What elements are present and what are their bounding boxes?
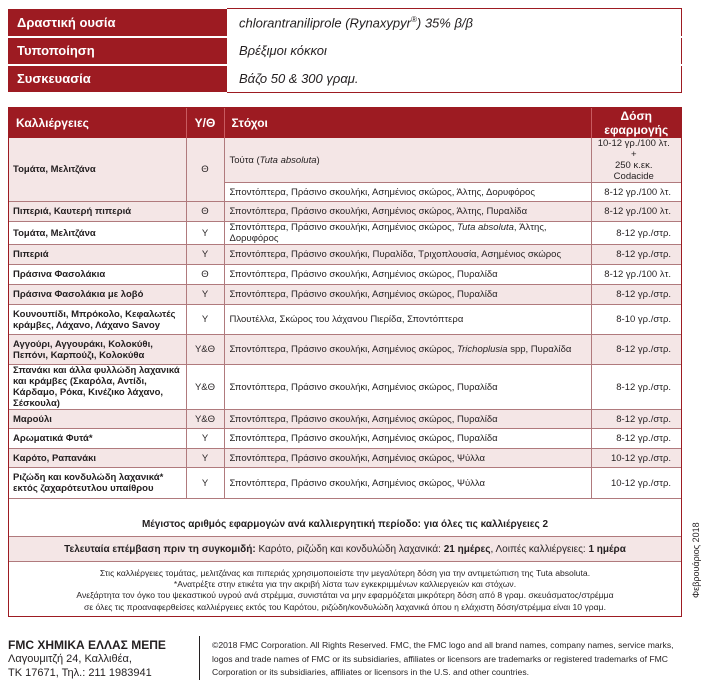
crop-cell: Τομάτα, Μελιτζάνα: [9, 222, 186, 245]
dose-cell: 8-12 γρ./στρ.: [591, 285, 681, 305]
info-label: Δραστική ουσία: [8, 9, 227, 37]
table-header-row: [9, 108, 681, 138]
table-row: [9, 335, 681, 365]
footnote-line: σε όλες τις προαναφερθείσες καλλιέργειες εκτός του Καρότου, ριζώδη/κονδυλώδη λαχανικά όπου η ελάχιστη δόση/στρέμμα είναι 10 γραμ.: [84, 601, 606, 612]
table-row: [9, 365, 681, 410]
field-greenhouse-cell: Υ: [186, 449, 224, 468]
target-cell: Σποντόπτερα, Πράσινο σκουλήκι, Ασημένιος σκώρος, Πυραλίδα: [224, 285, 591, 305]
table-row: [9, 305, 681, 335]
product-info-table: [8, 8, 682, 94]
dose-cell: 8-12 γρ./100 λτ.: [591, 265, 681, 285]
info-label: Τυποποίηση: [8, 37, 227, 65]
header-crops: Καλλιέργειες: [9, 108, 186, 138]
header-targets: Στόχοι: [224, 108, 591, 138]
dose-cell: 8-12 γρ./100 λτ.: [591, 202, 681, 222]
crop-cell: Αρωματικά Φυτά*: [9, 429, 186, 449]
footnote-line: *Ανατρέξτε στην ετικέτα για την ακριβή λίστα των εγκεκριμμένων καλλιεργειών και στόχων.: [173, 579, 517, 590]
dose-cell: 8-12 γρ./100 λτ.: [591, 183, 681, 202]
crop-cell: Πράσινα Φασολάκια: [9, 265, 186, 285]
field-greenhouse-cell: Υ: [186, 468, 224, 499]
target-cell: Σποντόπτερα, Πράσινο σκουλήκι, Ασημένιος σκώρος, Πυραλίδα: [224, 365, 591, 410]
crop-cell: Μαρούλι: [9, 410, 186, 429]
table-row: [9, 285, 681, 305]
target-cell: Σποντόπτερα, Πράσινο σκουλήκι, Ασημένιος σκώρος, Άλτης, Δορυφόρος: [224, 183, 591, 202]
company-address-line: Λαγουμιτζή 24, Καλλιθέα,: [8, 653, 132, 665]
crop-cell: Πράσινα Φασολάκια με λοβό: [9, 285, 186, 305]
header-dose: Δόση εφαρμογής: [591, 108, 681, 138]
table-row: [9, 468, 681, 499]
dose-cell: 8-12 γρ./στρ.: [591, 222, 681, 245]
info-label: Συσκευασία: [8, 65, 227, 93]
crop-cell: Πιπεριά, Καυτερή πιπεριά: [9, 202, 186, 222]
target-cell: Σποντόπτερα, Πράσινο σκουλήκι, Ασημένιος σκώρος, Πυραλίδα: [224, 265, 591, 285]
crop-cell: Σπανάκι και άλλα φυλλώδη λαχανικά και κράμβες (Σκαρόλα, Αντίδι, Κάρδαμο, Ρόκα, Κινέζικο λάχανο, Σέσκουλα): [9, 365, 186, 410]
info-value: Βρέξιμοι κόκκοι: [227, 37, 682, 65]
footer-divider: [199, 636, 200, 680]
table-row: [9, 138, 681, 183]
dose-cell: 8-12 γρ./στρ.: [591, 410, 681, 429]
table-row: [9, 202, 681, 222]
last-application-note: Τελευταία επέμβαση πριν τη συγκομιδή: Καρότο, ριζώδη και κονδυλώδη λαχανικά: 21 ημέρες, Λοιπές καλλιέργειες: 1 ημέρα: [9, 537, 681, 562]
field-greenhouse-cell: Υ: [186, 222, 224, 245]
table-row: [9, 265, 681, 285]
company-address-line: ΤΚ 17671, Τηλ.: 211 1983941: [8, 667, 152, 679]
header-field-greenhouse: Υ/Θ: [186, 108, 224, 138]
table-row: [9, 410, 681, 429]
company-name: FMC ΧΗΜΙΚΑ ΕΛΛΑΣ ΜΕΠΕ: [8, 638, 166, 652]
dose-cell: 8-12 γρ./στρ.: [591, 335, 681, 365]
info-value: chlorantraniliprole (Rynaxypyr®) 35% β/β: [227, 9, 682, 37]
target-cell: Σποντόπτερα, Πράσινο σκουλήκι, Ασημένιος σκώρος, Tuta absoluta, Άλτης, Δορυφόρος: [224, 222, 591, 245]
table-row: [9, 449, 681, 468]
company-block: [8, 638, 198, 680]
field-greenhouse-cell: Υ: [186, 429, 224, 449]
target-cell: Σποντόπτερα, Πράσινο σκουλήκι, Ασημένιος σκώρος, Πυραλίδα: [224, 429, 591, 449]
field-greenhouse-cell: Θ: [186, 138, 224, 202]
crop-cell: Τομάτα, Μελιτζάνα: [9, 138, 186, 202]
date-stamp: Φεβρουάριος 2018: [691, 522, 701, 598]
table-row: [9, 245, 681, 265]
target-cell: Σποντόπτερα, Πράσινο σκουλήκι, Ασημένιος σκώρος, Πυραλίδα: [224, 410, 591, 429]
crop-cell: Ριζώδη και κονδυλώδη λαχανικά* εκτός ζαχαρότευτλου υπαίθρου: [9, 468, 186, 499]
dose-cell: 8-12 γρ./στρ.: [591, 429, 681, 449]
info-row-active-ingredient: [8, 9, 682, 37]
info-value: Βάζο 50 & 300 γραμ.: [227, 65, 682, 93]
info-row-packaging: [8, 65, 682, 93]
crop-cell: Καρότο, Ραπανάκι: [9, 449, 186, 468]
target-cell: Σποντόπτερα, Πράσινο σκουλήκι, Ασημένιος σκώρος, Trichoplusia spp, Πυραλίδα: [224, 335, 591, 365]
field-greenhouse-cell: Υ: [186, 245, 224, 265]
field-greenhouse-cell: Υ&Θ: [186, 410, 224, 429]
footnote-line: Ανεξάρτητα τον όγκο του ψεκαστικού υγρού ανά στρέμμα, συνιστάται να μην εφαρμόζεται μικρότερη δόση από 8 γραμ. σκευάσματος/στρέμμα: [76, 590, 614, 601]
dose-cell: 10-12 γρ./στρ.: [591, 468, 681, 499]
field-greenhouse-cell: Υ: [186, 305, 224, 335]
target-cell: Σποντόπτερα, Πράσινο σκουλήκι, Ασημένιος σκώρος, Ψύλλα: [224, 449, 591, 468]
target-cell: Πλουτέλλα, Σκώρος του λάχανου Πιερίδα, Σποντόπτερα: [224, 305, 591, 335]
dose-cell: 8-12 γρ./στρ.: [591, 245, 681, 265]
field-greenhouse-cell: Θ: [186, 265, 224, 285]
target-cell: Σποντόπτερα, Πράσινο σκουλήκι, Πυραλίδα, Τριχοπλουσία, Ασημένιος σκώρος: [224, 245, 591, 265]
field-greenhouse-cell: Υ: [186, 285, 224, 305]
crop-cell: Πιπεριά: [9, 245, 186, 265]
dose-cell: 8-12 γρ./στρ.: [591, 365, 681, 410]
dose-cell: 10-12 γρ./στρ.: [591, 449, 681, 468]
field-greenhouse-cell: Υ&Θ: [186, 335, 224, 365]
usage-table: [9, 108, 681, 499]
crop-cell: Κουνουπίδι, Μπρόκολο, Κεφαλωτές κράμβες, Λάχανο, Λάχανο Savoy: [9, 305, 186, 335]
copyright-text: ©2018 FMC Corporation. All Rights Reserved. FMC, the FMC logo and all brand names, company names, service marks, logos and trade names of FMC or its subsidiaries, affiliates or licensors are trademarks or registered trademarks of FMC Corporation or its subsidiaries, affiliates or licensors in the U.S. and other countries.: [212, 640, 674, 677]
table-row: [9, 222, 681, 245]
footnotes: [9, 568, 681, 613]
footnote-line: Στις καλλιέργειες τομάτας, μελιτζάνας και πιπεριάς χρησιμοποιείστε την μεγαλύτερη δόση για την αντιμετώπιση της Tuta absoluta.: [99, 568, 591, 578]
target-cell: Σποντόπτερα, Πράσινο σκουλήκι, Ασημένιος σκώρος, Άλτης, Πυραλίδα: [224, 202, 591, 222]
field-greenhouse-cell: Υ&Θ: [186, 365, 224, 410]
field-greenhouse-cell: Θ: [186, 202, 224, 222]
crop-cell: Αγγούρι, Αγγουράκι, Κολοκύθι, Πεπόνι, Καρπούζι, Κολοκύθα: [9, 335, 186, 365]
dose-cell: 8-10 γρ./στρ.: [591, 305, 681, 335]
usage-table-frame: [8, 107, 682, 617]
max-applications-note: Μέγιστος αριθμός εφαρμογών ανά καλλιεργητική περίοδο: για όλες τις καλλιέργειες 2: [9, 513, 681, 537]
dose-cell: 10-12 γρ./100 λτ. + 250 κ.εκ. Codacide: [591, 138, 681, 183]
target-cell: Σποντόπτερα, Πράσινο σκουλήκι, Ασημένιος σκώρος, Ψύλλα: [224, 468, 591, 499]
target-cell: Τούτα (Tuta absoluta): [224, 138, 591, 183]
table-row: [9, 429, 681, 449]
info-row-formulation: [8, 37, 682, 65]
